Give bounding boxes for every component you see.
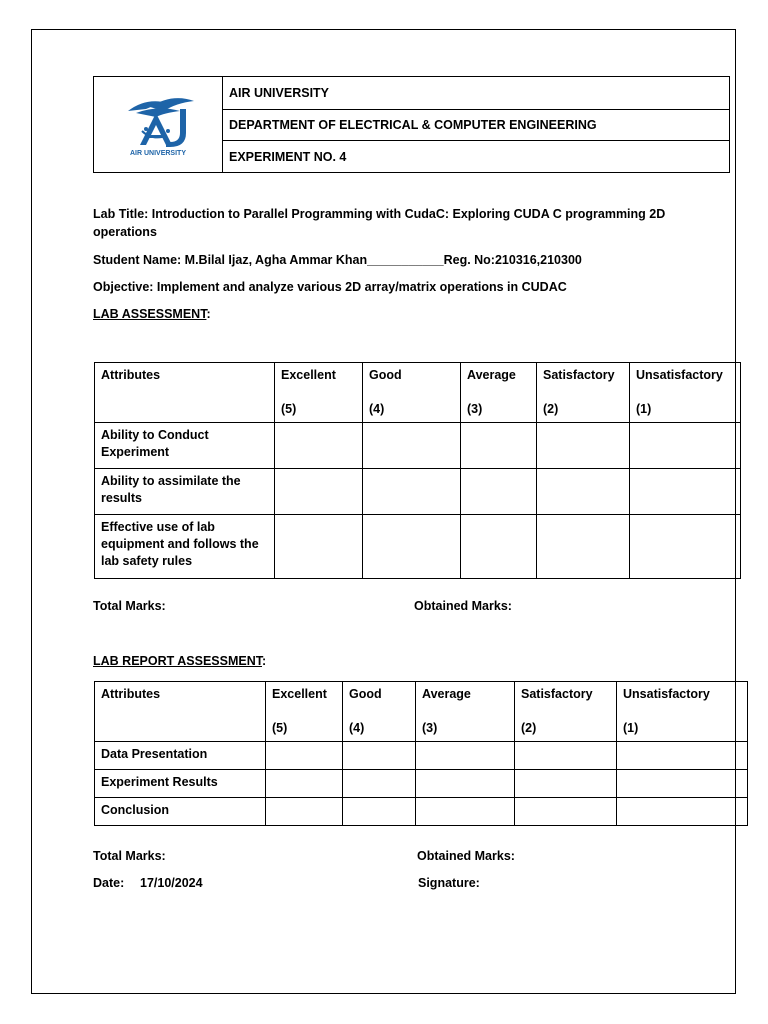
score-cell[interactable]: [266, 742, 343, 770]
report-obtained-marks: Obtained Marks:: [417, 849, 515, 863]
header-cell: Attributes: [95, 682, 266, 742]
lab-obtained-marks: Obtained Marks:: [414, 599, 512, 613]
score-cell[interactable]: [537, 515, 630, 579]
attribute-cell: Experiment Results: [95, 770, 266, 798]
table-row: [95, 742, 748, 770]
header-cell: Attributes: [95, 363, 275, 423]
university-name: AIR UNIVERSITY: [229, 86, 330, 100]
header-cell: Average (3): [461, 363, 537, 423]
score-cell[interactable]: [275, 423, 363, 469]
lab-report-heading: [93, 654, 266, 668]
score-cell[interactable]: [515, 742, 617, 770]
air-university-logo: [106, 89, 210, 157]
student-name: Student Name: M.Bilal Ijaz, Agha Ammar Khan___________Reg. No:210316,210300: [93, 253, 582, 267]
header-cell: Average (3): [416, 682, 515, 742]
lab-title: Lab Title: Introduction to Parallel Programming with CudaC: Exploring CUDA C programming 2D: [93, 207, 666, 221]
header-table: [93, 76, 730, 173]
objective: Objective: Implement and analyze various 2D array/matrix operations in CUDAC: [93, 280, 567, 294]
lab-report-table: [94, 681, 748, 826]
score-cell[interactable]: [416, 742, 515, 770]
lab-assessment-heading-text: LAB ASSESSMENT: [93, 307, 207, 321]
score-cell[interactable]: [515, 798, 617, 826]
lab-report-heading-text: LAB REPORT ASSESSMENT: [93, 654, 263, 668]
score-cell[interactable]: [343, 770, 416, 798]
department-cell: [223, 110, 730, 141]
header-cell: Unsatisfactory (1): [617, 682, 748, 742]
score-cell[interactable]: [343, 798, 416, 826]
date-value: 17/10/2024: [140, 876, 203, 890]
table-row: [95, 770, 748, 798]
header-cell: Satisfactory (2): [537, 363, 630, 423]
header-cell: Good (4): [343, 682, 416, 742]
lab-assessment-table: [94, 362, 741, 579]
table-header-row: [95, 363, 741, 423]
lab-total-marks: Total Marks:: [93, 599, 166, 613]
experiment-number: EXPERIMENT NO. 4: [229, 149, 347, 164]
lab-report-colon: :: [262, 654, 267, 668]
score-cell[interactable]: [363, 423, 461, 469]
score-cell[interactable]: [617, 770, 748, 798]
header-cell: Unsatisfactory (1): [630, 363, 741, 423]
lab-assessment-heading: [93, 307, 211, 321]
score-cell[interactable]: [537, 469, 630, 515]
score-cell[interactable]: [617, 798, 748, 826]
score-cell[interactable]: [275, 469, 363, 515]
score-cell[interactable]: [617, 742, 748, 770]
lab-assessment-colon: :: [206, 307, 211, 321]
logo-cell: [94, 77, 223, 173]
date-label: Date:: [93, 876, 125, 890]
score-cell[interactable]: [461, 515, 537, 579]
score-cell[interactable]: [416, 798, 515, 826]
score-cell[interactable]: [630, 515, 741, 579]
score-cell[interactable]: [275, 515, 363, 579]
score-cell[interactable]: [461, 469, 537, 515]
header-cell: Excellent (5): [266, 682, 343, 742]
department-name: DEPARTMENT OF ELECTRICAL & COMPUTER ENGINEERING: [229, 118, 597, 132]
table-row: [95, 515, 741, 579]
university-cell: [223, 77, 730, 110]
attribute-cell: Effective use of lab equipment and follows the lab safety rules: [95, 515, 275, 579]
table-header-row: [95, 682, 748, 742]
attribute-cell: Ability to Conduct Experiment: [95, 423, 275, 469]
score-cell[interactable]: [630, 423, 741, 469]
table-row: [95, 798, 748, 826]
lab-title-continued: operations: [93, 225, 157, 239]
table-row: [95, 469, 741, 515]
signature-label: Signature:: [418, 876, 480, 890]
score-cell[interactable]: [363, 515, 461, 579]
score-cell[interactable]: [537, 423, 630, 469]
experiment-cell: [223, 141, 730, 173]
attribute-cell: Ability to assimilate the results: [95, 469, 275, 515]
attribute-cell: Data Presentation: [95, 742, 266, 770]
header-cell: Good (4): [363, 363, 461, 423]
header-cell: Excellent (5): [275, 363, 363, 423]
score-cell[interactable]: [266, 770, 343, 798]
score-cell[interactable]: [343, 742, 416, 770]
report-total-marks: Total Marks:: [93, 849, 166, 863]
score-cell[interactable]: [416, 770, 515, 798]
logo-text: AIR UNIVERSITY: [129, 150, 187, 157]
table-row: [95, 423, 741, 469]
score-cell[interactable]: [515, 770, 617, 798]
score-cell[interactable]: [461, 423, 537, 469]
attribute-cell: Conclusion: [95, 798, 266, 826]
score-cell[interactable]: [363, 469, 461, 515]
score-cell[interactable]: [266, 798, 343, 826]
header-cell: Satisfactory (2): [515, 682, 617, 742]
score-cell[interactable]: [630, 469, 741, 515]
